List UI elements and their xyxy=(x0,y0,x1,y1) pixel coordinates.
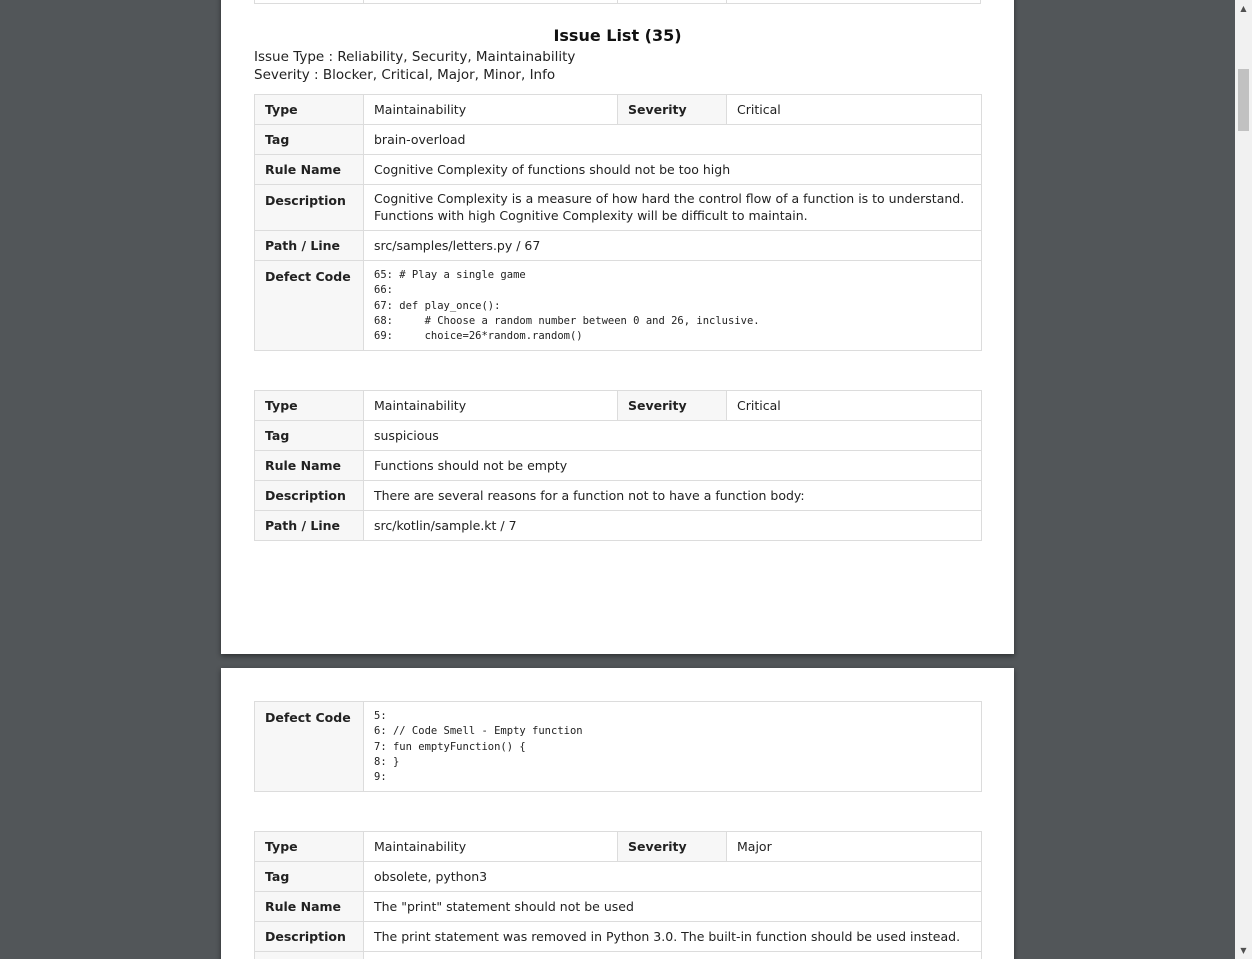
path-line-value: src/samples/letters.py / 67 xyxy=(364,231,982,261)
description-label: Description xyxy=(255,185,364,231)
defect-code-label: Defect Code xyxy=(255,702,364,792)
table-row xyxy=(255,481,982,511)
rule-name-value: The "print" statement should not be used xyxy=(364,892,982,922)
table-row xyxy=(255,702,982,792)
next-row-value xyxy=(364,952,982,959)
scrollbar-thumb[interactable] xyxy=(1238,69,1249,131)
previous-table-fragment xyxy=(254,0,981,4)
table-row xyxy=(255,832,982,862)
triangle-down-icon[interactable]: ▼ xyxy=(1240,946,1247,955)
description-value: Cognitive Complexity is a measure of how hard the control flow of a function is to understand. Functions with high Cognitive Complexity will be difficult to maintain. xyxy=(364,185,982,231)
type-value: Maintainability xyxy=(364,95,618,125)
type-value: Maintainability xyxy=(364,391,618,421)
table-row xyxy=(255,952,982,959)
next-row-label xyxy=(255,952,364,959)
tag-value: obsolete, python3 xyxy=(364,862,982,892)
issue-table-2 xyxy=(254,390,982,541)
rule-name-label: Rule Name xyxy=(255,451,364,481)
defect-code-label: Defect Code xyxy=(255,261,364,351)
severity-label: Severity xyxy=(618,95,727,125)
severity-filter: Severity : Blocker, Critical, Major, Minor, Info xyxy=(254,67,556,83)
rule-name-value: Cognitive Complexity of functions should not be too high xyxy=(364,155,982,185)
severity-value: Critical xyxy=(727,95,982,125)
table-row xyxy=(255,231,982,261)
table-row xyxy=(255,511,982,541)
description-value: There are several reasons for a function not to have a function body: xyxy=(364,481,982,511)
issue-table-2-continued xyxy=(254,701,982,792)
vertical-scrollbar[interactable] xyxy=(1235,0,1252,959)
severity-value: Critical xyxy=(727,391,982,421)
table-row xyxy=(255,95,982,125)
table-row xyxy=(255,391,982,421)
table-row xyxy=(255,125,982,155)
table-row xyxy=(255,451,982,481)
defect-code-cell xyxy=(364,702,982,792)
issue-table-1 xyxy=(254,94,982,351)
table-row xyxy=(255,421,982,451)
rule-name-value: Functions should not be empty xyxy=(364,451,982,481)
table-row xyxy=(255,155,982,185)
description-value: The print statement was removed in Python 3.0. The built-in function should be used instead. xyxy=(364,922,982,952)
type-label: Type xyxy=(255,832,364,862)
table-row xyxy=(255,261,982,351)
table-row xyxy=(255,922,982,952)
severity-label: Severity xyxy=(618,391,727,421)
rule-name-label: Rule Name xyxy=(255,892,364,922)
tag-label: Tag xyxy=(255,421,364,451)
description-label: Description xyxy=(255,922,364,952)
table-row xyxy=(255,862,982,892)
severity-value: Major xyxy=(727,832,982,862)
type-label: Type xyxy=(255,391,364,421)
type-label: Type xyxy=(255,95,364,125)
report-page-2 xyxy=(221,668,1014,959)
issue-list-title: Issue List (35) xyxy=(553,26,682,45)
severity-label: Severity xyxy=(618,832,727,862)
defect-code-cell xyxy=(364,261,982,351)
issue-type-filter: Issue Type : Reliability, Security, Maintainability xyxy=(254,49,576,65)
issue-table-3 xyxy=(254,831,982,959)
rule-name-label: Rule Name xyxy=(255,155,364,185)
path-line-value: src/kotlin/sample.kt / 7 xyxy=(364,511,982,541)
path-line-label: Path / Line xyxy=(255,231,364,261)
description-label: Description xyxy=(255,481,364,511)
tag-value: suspicious xyxy=(364,421,982,451)
path-line-label: Path / Line xyxy=(255,511,364,541)
type-value: Maintainability xyxy=(364,832,618,862)
report-page-1 xyxy=(221,0,1014,654)
table-row xyxy=(255,892,982,922)
tag-value: brain-overload xyxy=(364,125,982,155)
defect-code-snippet: 65: # Play a single game 66: 67: def play_once(): 68: # Choose a random number between 0 and 26, inclusive. 69: choice=26*random.random() xyxy=(374,269,760,343)
triangle-up-icon[interactable]: ▲ xyxy=(1240,4,1247,13)
tag-label: Tag xyxy=(255,862,364,892)
defect-code-snippet: 5: 6: // Code Smell - Empty function 7: fun emptyFunction() { 8: } 9: xyxy=(374,710,583,784)
table-row xyxy=(255,185,982,231)
tag-label: Tag xyxy=(255,125,364,155)
